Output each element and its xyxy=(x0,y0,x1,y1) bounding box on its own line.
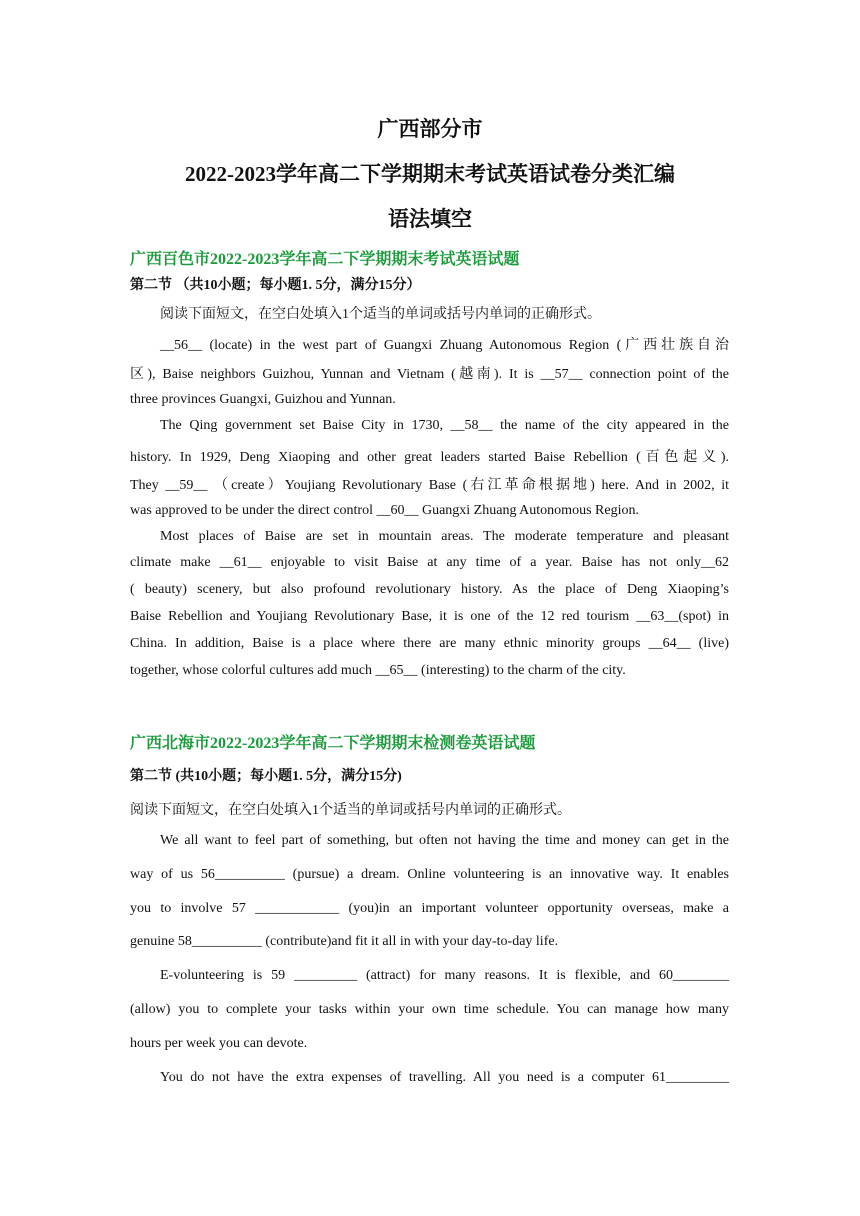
section2-line: way of us 56__________ (pursue) a dream. Online volunteering is an innovative way. It enables xyxy=(130,867,729,882)
section2-line: (allow) you to complete your tasks within your own time schedule. You can manage how many xyxy=(130,1002,729,1017)
section1-line: was approved to be under the direct control __60__ Guangxi Zhuang Autonomous Region. xyxy=(130,503,639,518)
section1-heading: 广西百色市2022-2023学年高二下学期期末考试英语试题 xyxy=(130,251,520,268)
section2-line: you to involve 57 ____________ (you)in an important volunteer opportunity overseas, make a xyxy=(130,901,729,916)
section2-subheading: 第二节 (共10小题；每小题1. 5分，满分15分) xyxy=(130,769,402,784)
doc-title-topic: 语法填空 xyxy=(388,207,472,231)
section1-line: history. In 1929, Deng Xiaoping and other great leaders started Baise Rebellion (百色起义). xyxy=(130,450,729,465)
section1-line: climate make __61__ enjoyable to visit Baise at any time of a year. Baise has not only__62 xyxy=(130,555,729,570)
section1-line: They __59__ （create）Youjiang Revolutionary Base (右江革命根据地) here. And in 2002, it xyxy=(130,478,729,493)
section1-line: 区), Baise neighbors Guizhou, Yunnan and Vietnam (越南). It is __57__ connection point of the xyxy=(130,367,729,382)
section2-line: You do not have the extra expenses of travelling. All you need is a computer 61_________ xyxy=(160,1070,729,1085)
section1-line: Most places of Baise are set in mountain areas. The moderate temperature and pleasant xyxy=(160,529,729,544)
section1-line: __56__ (locate) in the west part of Guangxi Zhuang Autonomous Region (广西壮族自治 xyxy=(160,338,729,353)
section1-line: The Qing government set Baise City in 1730, __58__ the name of the city appeared in the xyxy=(160,418,729,433)
section1-instruction: 阅读下面短文，在空白处填入1个适当的单词或括号内单词的正确形式。 xyxy=(160,307,601,322)
doc-title-region: 广西部分市 xyxy=(377,117,483,141)
section2-instruction: 阅读下面短文，在空白处填入1个适当的单词或括号内单词的正确形式。 xyxy=(130,803,571,818)
section1-line: ( beauty) scenery, but also profound revolutionary history. As the place of Deng Xiaoping’s xyxy=(130,582,729,597)
section1-subheading: 第二节 （共10小题；每小题1. 5分，满分15分） xyxy=(130,278,421,293)
section1-line: Baise Rebellion and Youjiang Revolutionary Base, it is one of the 12 red tourism __63__(spot) in xyxy=(130,609,729,624)
section2-line: We all want to feel part of something, but often not having the time and money can get in the xyxy=(160,833,729,848)
section2-heading: 广西北海市2022-2023学年高二下学期期末检测卷英语试题 xyxy=(130,735,536,752)
section1-line: together, whose colorful cultures add much __65__ (interesting) to the charm of the city. xyxy=(130,663,626,678)
section2-line: E-volunteering is 59 _________ (attract) for many reasons. It is flexible, and 60________ xyxy=(160,968,729,983)
doc-title-exam: 2022-2023学年高二下学期期末考试英语试卷分类汇编 xyxy=(185,162,675,186)
section2-line: hours per week you can devote. xyxy=(130,1036,308,1051)
section1-line: China. In addition, Baise is a place where there are many ethnic minority groups __64__ (live) xyxy=(130,636,729,651)
section1-line: three provinces Guangxi, Guizhou and Yunnan. xyxy=(130,392,396,407)
section2-line: genuine 58__________ (contribute)and fit it all in with your day-to-day life. xyxy=(130,934,559,949)
